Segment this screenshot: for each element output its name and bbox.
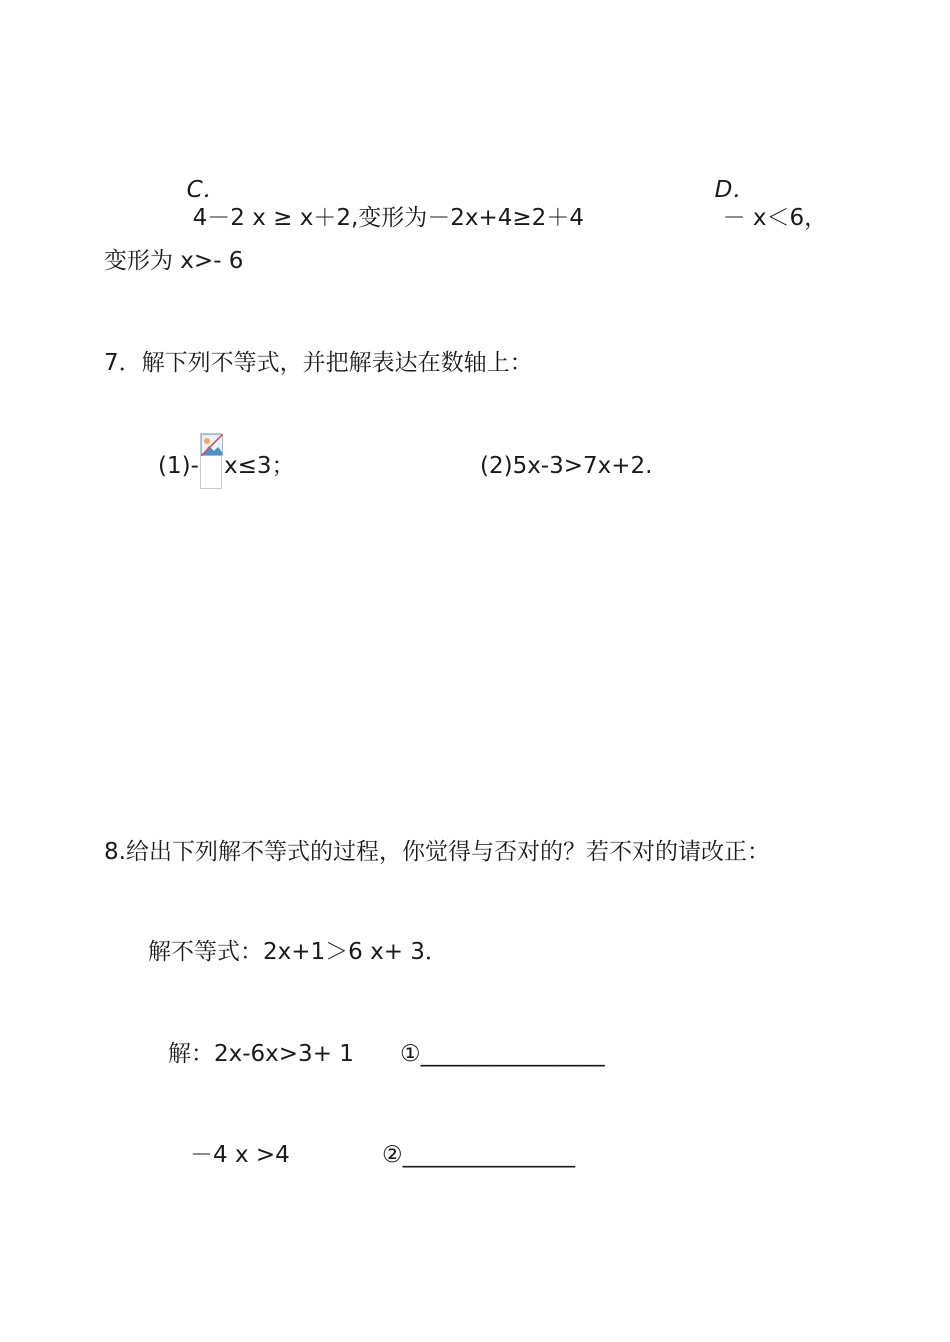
- question-8-title: 8.给出下列解不等式的过程，你觉得与否对的？若不对的请改正：: [104, 839, 770, 865]
- question-7-part-1-suffix: x≤3；: [224, 453, 295, 479]
- option-d-label: D．: [714, 177, 756, 203]
- solution-step-2: －4 x >4: [190, 1142, 290, 1168]
- option-d: [700, 148, 827, 232]
- solution-step-1: 解：2x-6x>3+ 1: [168, 1041, 354, 1067]
- option-c: [172, 148, 584, 232]
- question-7-part-2: (2)5x-3>7x+2.: [480, 453, 653, 479]
- question-7-title: 7．解下列不等式，并把解表达在数轴上：: [104, 350, 533, 376]
- option-d-expression: － x＜6，: [722, 205, 828, 231]
- option-c-expression: 4－2 x ≥ x＋2,变形为－2x+4≥2＋4: [192, 205, 584, 231]
- solution-step-1-blank: ①________________: [400, 1041, 605, 1067]
- solution-step-2-blank: ②_______________: [382, 1142, 576, 1168]
- question-8-problem: 解不等式：2x+1＞6 x+ 3．: [148, 939, 448, 965]
- broken-image-icon: [200, 433, 222, 489]
- option-d-continuation: 变形为 x>- 6: [104, 248, 244, 274]
- option-c-label: C．: [186, 177, 226, 203]
- question-7-part-1-prefix: (1)-: [158, 453, 199, 479]
